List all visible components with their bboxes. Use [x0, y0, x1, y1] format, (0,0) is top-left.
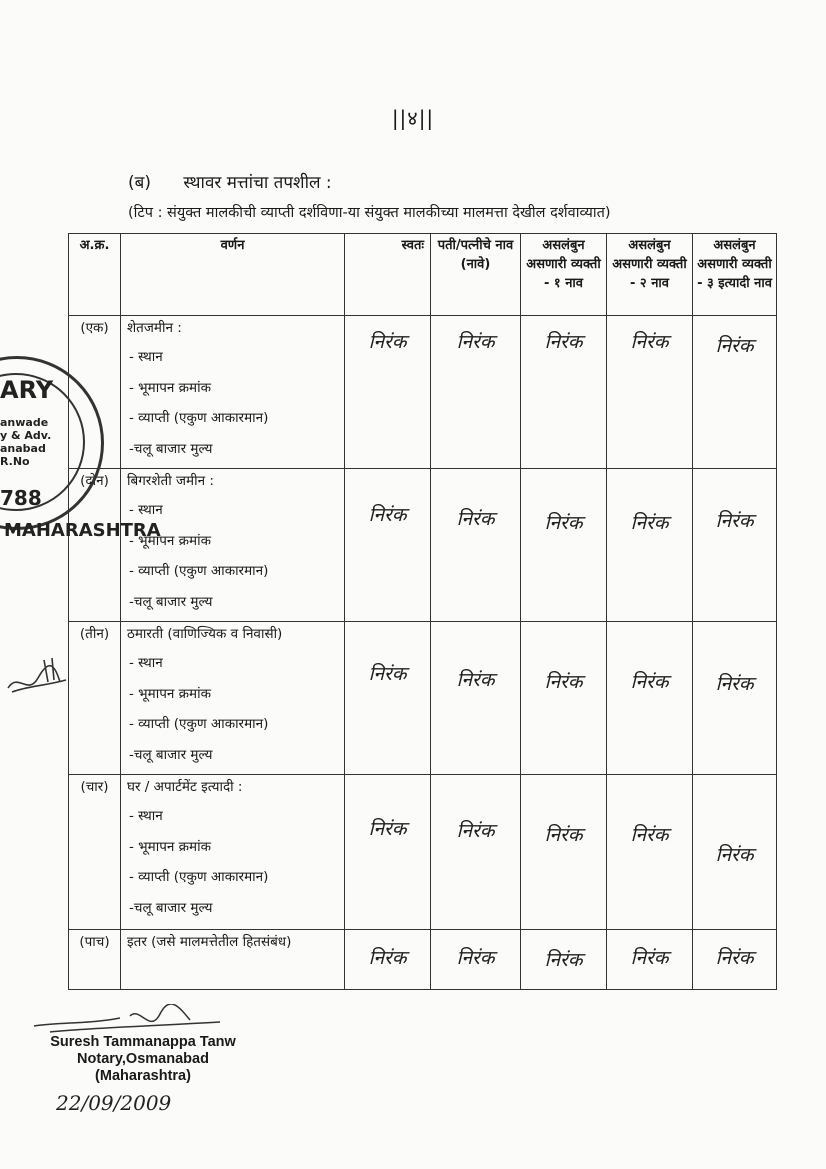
table-row	[69, 775, 777, 930]
value-cell	[693, 316, 777, 469]
row-description	[121, 316, 345, 469]
value-cell	[431, 775, 521, 930]
header-spouse: पती/पत्नीचे नाव (नावे)	[431, 234, 521, 316]
table-row	[69, 316, 777, 469]
notary-signature-block	[28, 1034, 258, 1085]
value-cell	[521, 316, 607, 469]
value-cell	[607, 622, 693, 775]
value-cell	[693, 622, 777, 775]
seal-line: anwade	[0, 416, 49, 429]
value-cell	[607, 930, 693, 990]
handwritten-value: निरंक	[630, 824, 669, 846]
notary-name: Suresh Tammanappa Tanw	[50, 1034, 236, 1050]
handwritten-value: निरंक	[544, 512, 583, 534]
handwritten-value: निरंक	[715, 510, 754, 532]
header-dependent-3: असलंबुन असणारी व्यक्ती - ३ इत्यादी नाव	[693, 234, 777, 316]
value-cell	[431, 622, 521, 775]
handwritten-value: निरंक	[368, 663, 407, 685]
margin-signature	[4, 652, 74, 702]
handwritten-value: निरंक	[715, 947, 754, 969]
handwritten-value: निरंक	[368, 504, 407, 526]
section-heading	[128, 170, 332, 193]
handwritten-value: निरंक	[630, 512, 669, 534]
row-number: (एक)	[69, 316, 121, 469]
table-row	[69, 622, 777, 775]
handwritten-value: निरंक	[544, 824, 583, 846]
sub-line-survey-number: - भूमापन क्रमांक	[129, 379, 211, 396]
table-row	[69, 930, 777, 990]
seal-state: MAHARASHTRA	[4, 520, 161, 541]
row-number: (चार)	[69, 775, 121, 930]
handwritten-value: निरंक	[456, 669, 495, 691]
signature-date: 22/09/2009	[56, 1091, 172, 1115]
handwritten-value: निरंक	[630, 331, 669, 353]
handwritten-value: निरंक	[368, 947, 407, 969]
sub-line-market-value: -चलू बाजार मुल्य	[129, 899, 213, 916]
value-cell	[431, 316, 521, 469]
header-serial: अ.क्र.	[69, 234, 121, 316]
handwritten-value: निरंक	[544, 671, 583, 693]
value-cell	[693, 469, 777, 622]
row-description	[121, 469, 345, 622]
row-number: (पाच)	[69, 930, 121, 990]
handwritten-value: निरंक	[630, 671, 669, 693]
section-title: स्थावर मत्तांचा तपशील :	[183, 173, 332, 193]
handwritten-value: निरंक	[715, 335, 754, 357]
value-cell	[521, 775, 607, 930]
sub-line-extent: - व्याप्ती (एकुण आकारमान)	[129, 563, 269, 579]
handwritten-value: निरंक	[715, 844, 754, 866]
sub-line-market-value: -चलू बाजार मुल्य	[129, 746, 213, 763]
header-dependent-2: असलंबुन असणारी व्यक्ती - २ नाव	[607, 234, 693, 316]
sub-line-extent: - व्याप्ती (एकुण आकारमान)	[129, 410, 269, 426]
header-self: स्वतः	[345, 234, 431, 316]
sub-line-location: - स्थान	[129, 349, 163, 365]
sub-line-extent: - व्याप्ती (एकुण आकारमान)	[129, 869, 269, 885]
value-cell	[345, 316, 431, 469]
handwritten-value: निरंक	[544, 949, 583, 971]
seal-top-text: ARY	[0, 376, 54, 404]
value-cell	[431, 469, 521, 622]
value-cell	[693, 930, 777, 990]
table-row	[69, 469, 777, 622]
row-description	[121, 775, 345, 930]
table-note: (टिप : संयुक्त मालकीची व्याप्ती दर्शविणा-या संयुक्त मालकीच्या मालमत्ता देखील दर्शवाव्यात)	[128, 205, 611, 221]
value-cell	[345, 622, 431, 775]
row-title: बिगरशेती जमीन :	[127, 473, 214, 489]
sub-line-location: - स्थान	[129, 655, 163, 671]
handwritten-value: निरंक	[456, 331, 495, 353]
header-description: वर्णन	[121, 234, 345, 316]
row-title: इतर (जसे मालमत्तेतील हितसंबंध)	[127, 934, 292, 950]
header-dependent-1: असलंबुन असणारी व्यक्ती - १ नाव	[521, 234, 607, 316]
handwritten-value: निरंक	[368, 818, 407, 840]
page-number: ||४||	[391, 106, 435, 130]
row-title: शेतजमीन :	[127, 320, 182, 336]
section-label: (ब)	[128, 173, 151, 193]
seal-number: 788	[0, 486, 42, 510]
row-title: घर / अपार्टमेंट इत्यादी :	[127, 779, 243, 795]
handwritten-value: निरंक	[456, 508, 495, 530]
handwritten-value: निरंक	[630, 947, 669, 969]
handwritten-value: निरंक	[368, 331, 407, 353]
row-description	[121, 930, 345, 990]
value-cell	[345, 930, 431, 990]
notary-signature	[30, 1004, 230, 1038]
table-header-row	[69, 234, 777, 316]
seal-line: anabad	[0, 442, 46, 455]
value-cell	[521, 469, 607, 622]
value-cell	[607, 469, 693, 622]
sub-line-survey-number: - भूमापन क्रमांक	[129, 838, 211, 855]
handwritten-value: निरंक	[456, 820, 495, 842]
row-description	[121, 622, 345, 775]
value-cell	[693, 775, 777, 930]
row-number: (तीन)	[69, 622, 121, 775]
sub-line-survey-number: - भूमापन क्रमांक	[129, 532, 211, 549]
value-cell	[345, 775, 431, 930]
row-number: (दोन)	[69, 469, 121, 622]
sub-line-location: - स्थान	[129, 808, 163, 824]
value-cell	[607, 316, 693, 469]
sub-line-extent: - व्याप्ती (एकुण आकारमान)	[129, 716, 269, 732]
seal-line: R.No	[0, 455, 30, 468]
handwritten-value: निरंक	[715, 673, 754, 695]
sub-line-survey-number: - भूमापन क्रमांक	[129, 685, 211, 702]
handwritten-value: निरंक	[456, 947, 495, 969]
handwritten-value: निरंक	[544, 331, 583, 353]
sub-line-market-value: -चलू बाजार मुल्य	[129, 593, 213, 610]
value-cell	[431, 930, 521, 990]
notary-state: (Maharashtra)	[95, 1068, 191, 1084]
sub-line-market-value: -चलू बाजार मुल्य	[129, 440, 213, 457]
value-cell	[521, 622, 607, 775]
seal-line: y & Adv.	[0, 429, 52, 442]
value-cell	[345, 469, 431, 622]
seal-text-lines	[0, 416, 51, 468]
notary-title: Notary,Osmanabad	[77, 1051, 209, 1067]
immovable-assets-table	[68, 233, 777, 990]
value-cell	[521, 930, 607, 990]
row-title: ठमारती (वाणिज्यिक व निवासी)	[127, 626, 283, 642]
sub-line-location: - स्थान	[129, 502, 163, 518]
value-cell	[607, 775, 693, 930]
